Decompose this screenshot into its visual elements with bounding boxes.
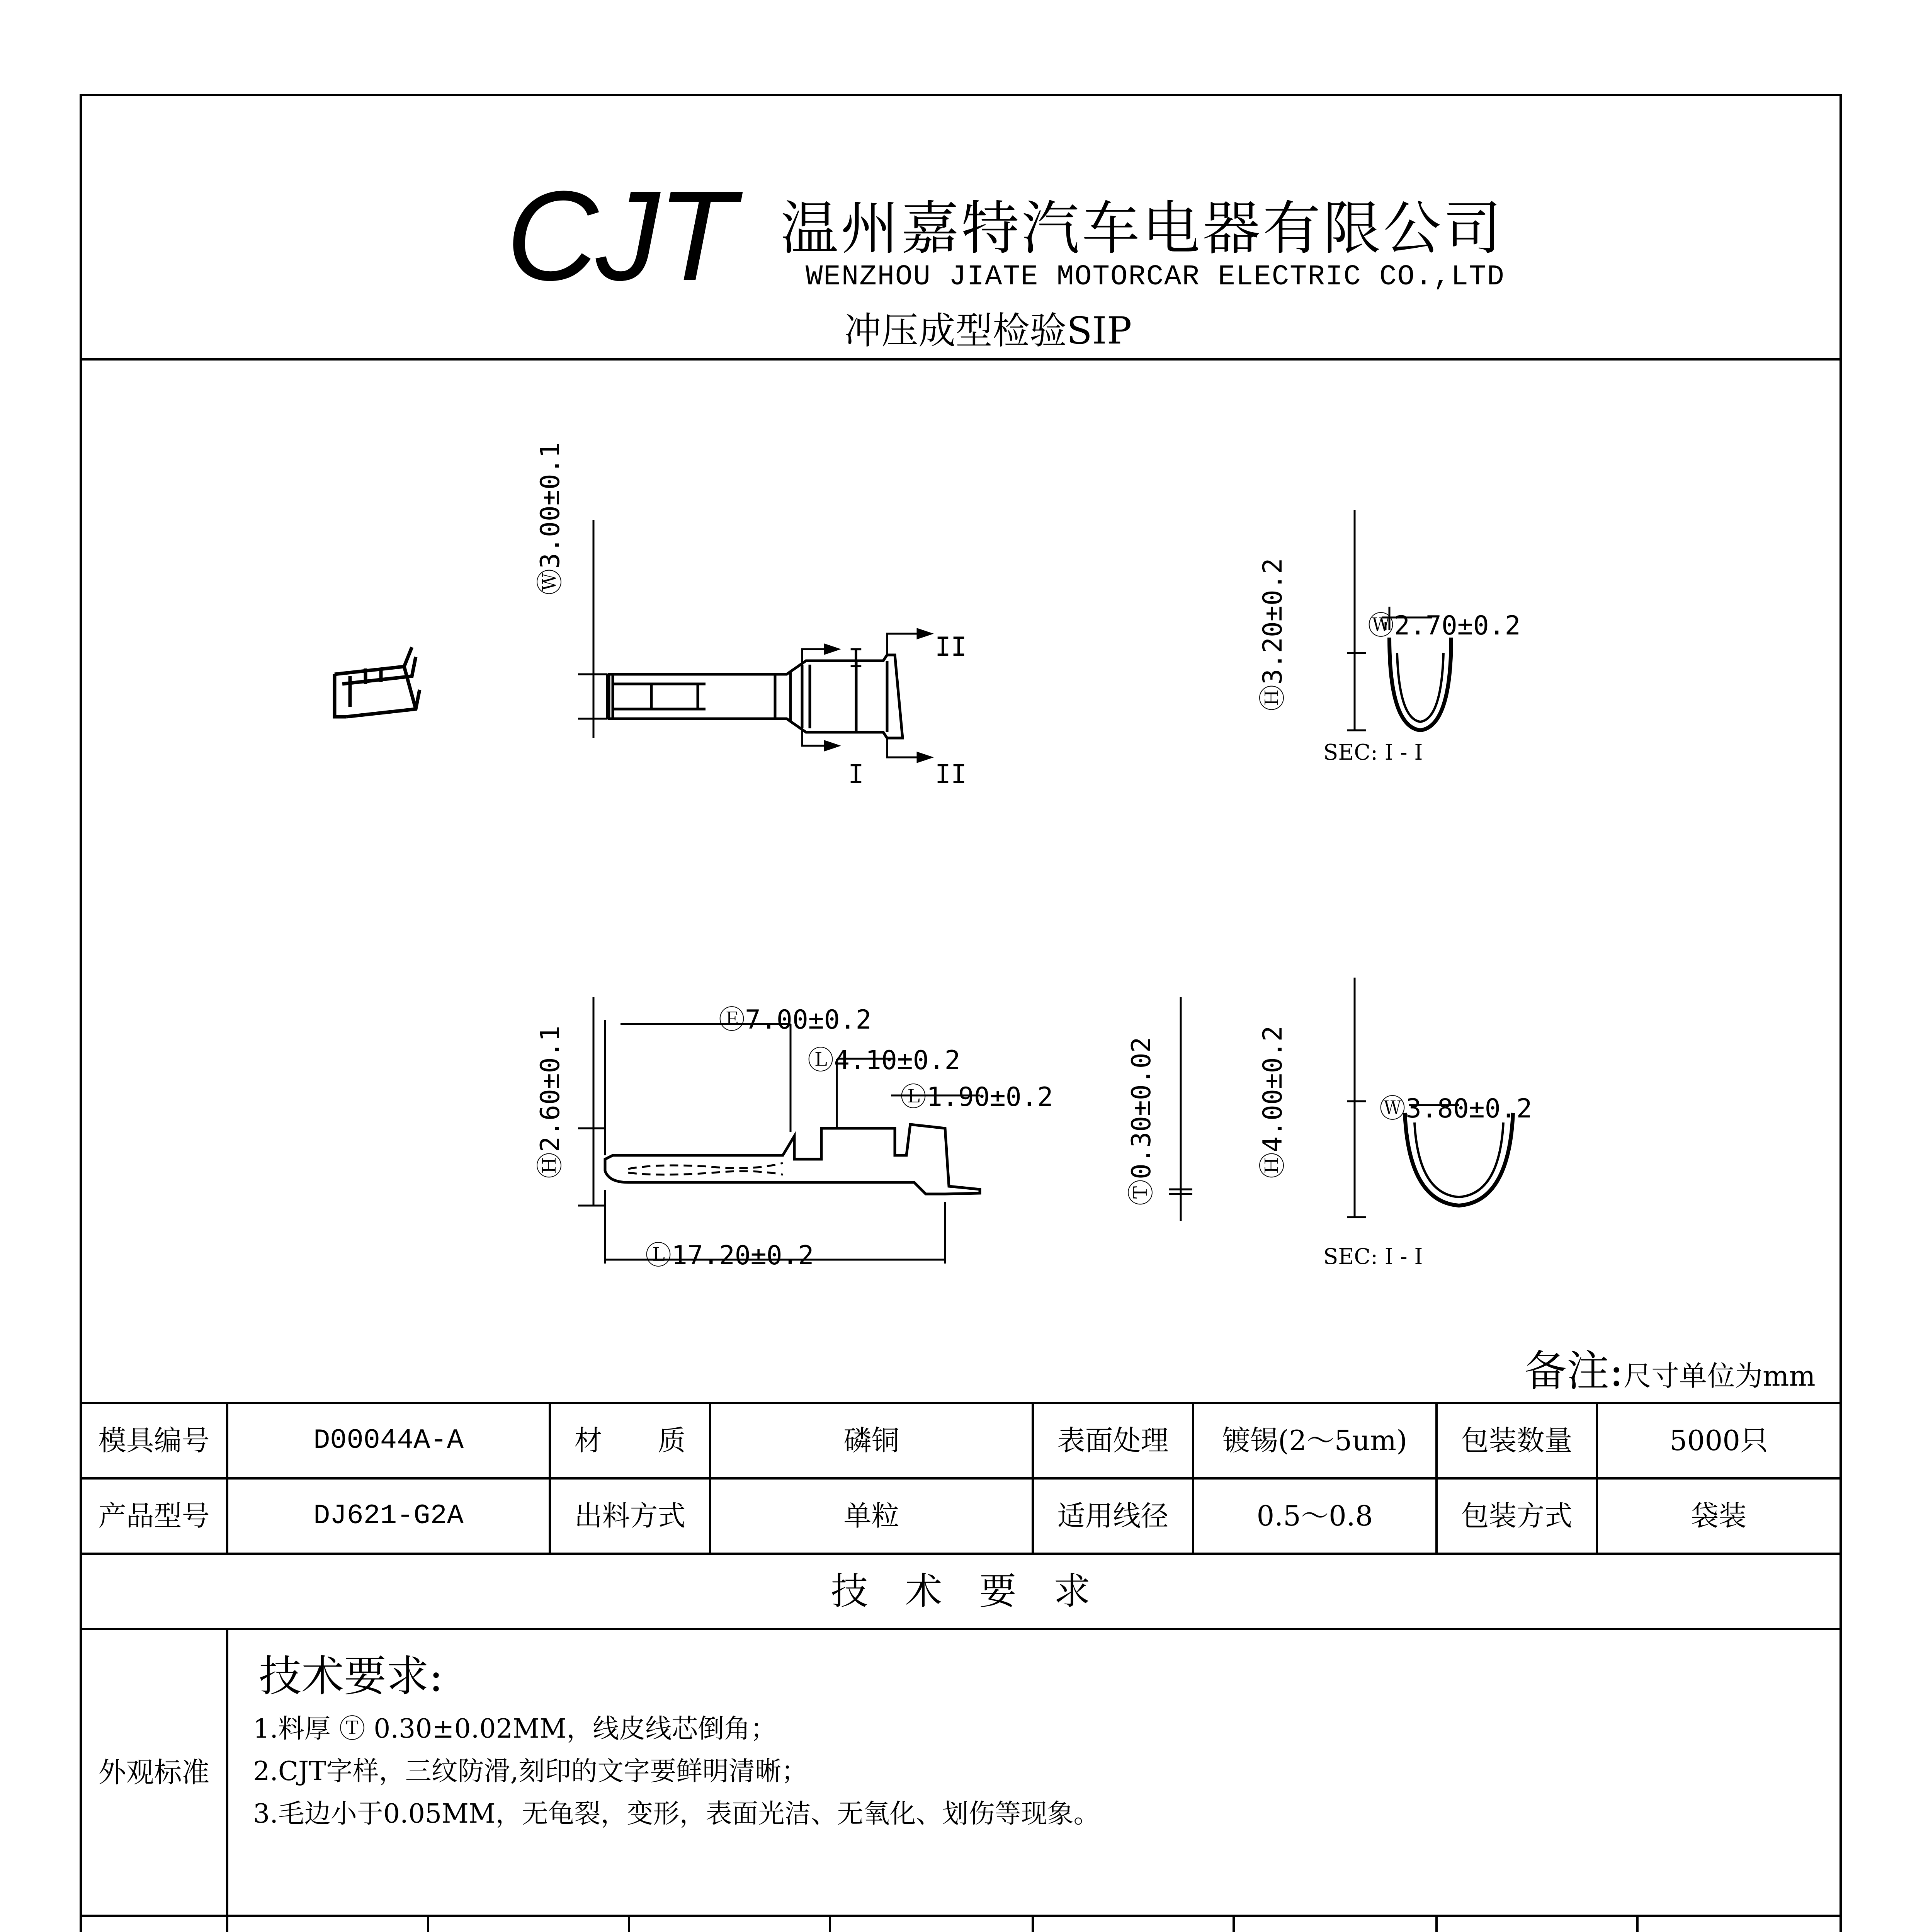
value-product-model: DJ621-G2A <box>313 1500 464 1532</box>
company-logo: CJT <box>506 164 733 307</box>
dimensions-label <box>82 1917 226 1932</box>
value-pack-method: 袋装 <box>1691 1500 1747 1532</box>
company-name-cn: 温州嘉特汽车电器有限公司 <box>780 195 1504 262</box>
label-pack-method: 包装方式 <box>1461 1500 1573 1532</box>
section-1-caption: SEC: I - I <box>1323 740 1423 765</box>
dim-w1-label: Ⓦ2.70±0.2 <box>1368 611 1521 641</box>
section-mark-1b: I <box>848 759 864 790</box>
dim-e-label: Ⓔ7.00±0.2 <box>719 1005 872 1035</box>
dim-t-label: Ⓣ0.30±0.02 <box>1126 1037 1157 1206</box>
dim-h-label: Ⓗ2.60±0.1 <box>535 1026 566 1179</box>
value-wire-size: 0.5～0.8 <box>1256 1500 1373 1532</box>
section-mark-2b: II <box>935 759 967 790</box>
dim-header-t <box>228 1917 427 1932</box>
appearance-item-1: 1.料厚 Ⓣ 0.30±0.02MM，线皮线芯倒角； <box>253 1714 777 1744</box>
appearance-heading: 技术要求: <box>259 1651 444 1701</box>
company-name-en: WENZHOU JIATE MOTORCAR ELECTRIC CO.,LTD <box>806 261 1505 293</box>
value-material: 磷铜 <box>843 1424 899 1457</box>
dim-header-l <box>429 1917 628 1932</box>
dim-header-w2 <box>1639 1917 1839 1932</box>
appearance-item-3: 3.毛边小于0.05MM，无龟裂，变形，表面光洁、无氧化、划伤等现象。 <box>253 1799 1100 1829</box>
dim-header-h <box>831 1917 1032 1932</box>
appearance-item-2: 2.CJT字样，三纹防滑,刻印的文字要鲜明清晰； <box>253 1756 808 1787</box>
label-mold-no: 模具编号 <box>98 1424 210 1457</box>
label-feed-method: 出料方式 <box>574 1500 686 1532</box>
top-view-drawing <box>578 520 930 761</box>
dim-header-l1 <box>1034 1917 1233 1932</box>
dim-header-l2 <box>1235 1917 1435 1932</box>
dim-l1-label: Ⓛ4.10±0.2 <box>808 1045 961 1076</box>
tech-requirements-header: 技 术 要 求 <box>831 1569 1091 1613</box>
terminal-isometric-sketch <box>335 647 420 717</box>
section-mark-1: I <box>848 643 864 674</box>
value-mold-no: D00044A-A <box>313 1425 464 1457</box>
value-feed-method: 单粒 <box>843 1500 899 1532</box>
dim-l-label: Ⓛ17.20±0.2 <box>645 1240 814 1271</box>
section-mark-2: II <box>935 632 967 662</box>
side-view-drawing <box>578 997 1192 1264</box>
units-note <box>1524 1337 1816 1398</box>
label-material: 材 质 <box>574 1424 686 1457</box>
dim-header-w <box>630 1917 829 1932</box>
dim-h1-label: Ⓗ3.20±0.2 <box>1258 558 1288 711</box>
label-surface: 表面处理 <box>1057 1424 1169 1457</box>
dim-w2-label: Ⓦ3.80±0.2 <box>1379 1094 1532 1124</box>
dim-w-label: Ⓦ3.00±0.1 <box>535 442 566 595</box>
label-product-model: 产品型号 <box>98 1500 210 1532</box>
value-surface: 镀锡(2～5um) <box>1222 1424 1408 1457</box>
section-2-caption: SEC: I - I <box>1323 1244 1423 1269</box>
label-pack-qty: 包装数量 <box>1461 1424 1573 1457</box>
dim-l2-label: Ⓛ1.90±0.2 <box>900 1082 1053 1112</box>
technical-drawing <box>80 359 1842 1391</box>
dim-header-w1 <box>1438 1917 1636 1932</box>
document-title: 冲压成型检验SIP <box>844 309 1132 352</box>
label-wire-size: 适用线径 <box>1057 1500 1169 1532</box>
appearance-label: 外观标准 <box>98 1756 210 1789</box>
dim-h2-label: Ⓗ4.00±0.2 <box>1258 1026 1288 1179</box>
note-text: 尺寸单位为mm <box>1624 1360 1816 1392</box>
note-label: 备注: <box>1524 1346 1624 1396</box>
value-pack-qty: 5000只 <box>1669 1424 1768 1457</box>
